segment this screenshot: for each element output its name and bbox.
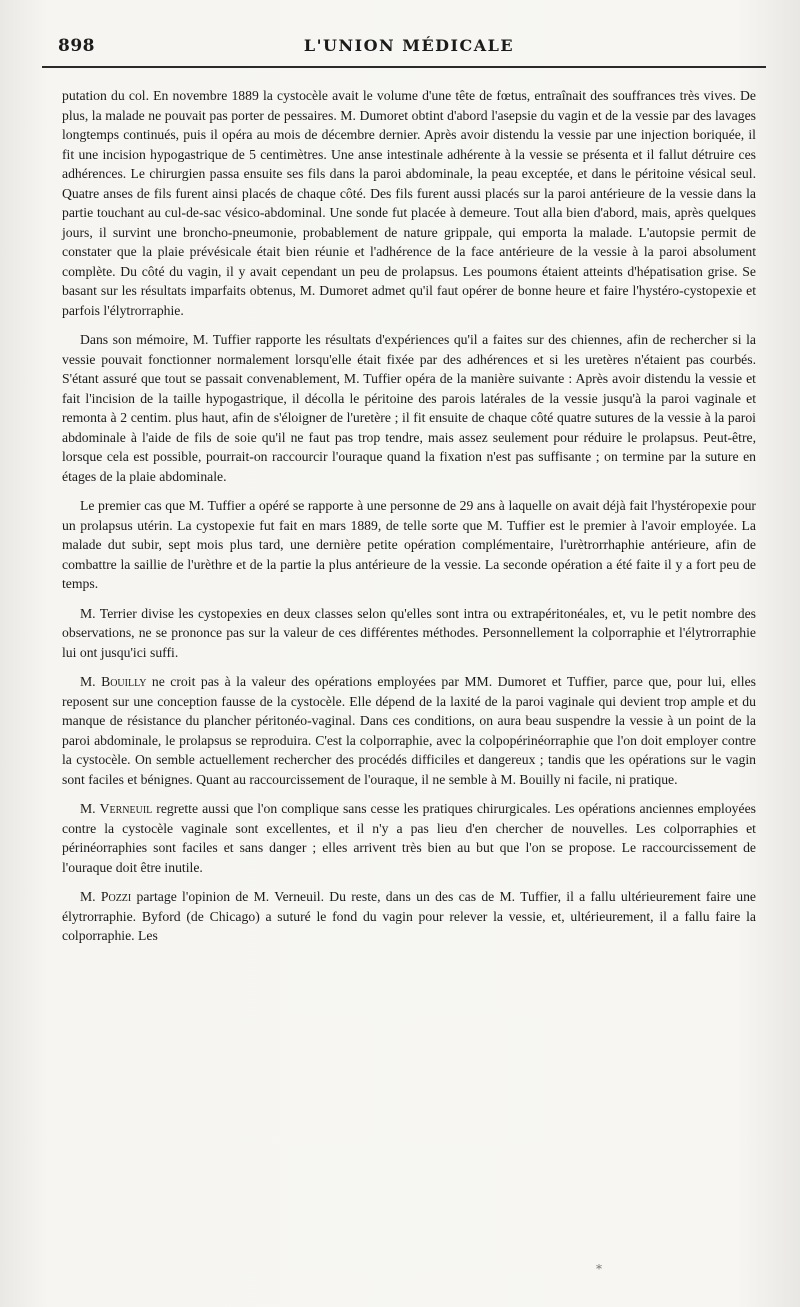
paragraph <box>62 887 756 946</box>
paragraph <box>62 604 756 663</box>
paragraph <box>62 86 756 320</box>
text-run: Le premier cas que M. Tuffier a opéré se rapporte à une personne de 29 ans à laquelle on avait déjà fait l'hystéropexie pour un prolapsus utérin. La cystopexie fut fait en mars 1889, de telle sorte que M. Tuffier est le premier à l'avoir employée. La malade dut subir, sept mois plus tard, une dernière petite opération complémentaire, l'urètrorrhaphie antérieure, afin de combattre la saillie de l'urèthre et de la partie la plus antérieure de la vessie. La seconde opération a été faite il y a fort peu de temps. <box>62 498 756 591</box>
text-run: putation du col. En novembre 1889 la cystocèle avait le volume d'une tête de fœtus, entraînait des souffrances très vives. De plus, la malade ne pouvait pas porter de pessaires. M. Dumoret obtint d'abord l'asepsie du vagin et de la vessie par des lavages longtemps continués, puis il opéra au mois de décembre dernier. Après avoir distendu la vessie par une injection boriquée, il fit une incision hypogastrique de 5 centimètres. Une anse intestinale adhérente à la vessie se présenta et il fallut détruire ces adhérences. Le chirurgien passa ensuite ses fils dans la paroi abdominale, la peau exceptée, et dans le péritoine vésical seul. Quatre anses de fils furent ainsi placés de chaque côté. Des fils furent aussi placés sur la paroi antérieure de la vessie dans la partie touchant au cul-de-sac vésico-abdominal. Une sonde fut placée à demeure. Tout alla bien d'abord, mais, après quelques jours, il survint une broncho-pneumonie, probablement de nature grippale, qui emporta la malade. L'autopsie permit de constater que la plaie prévésicale était bien réunie et l'adhérence de la face antérieure de la vessie à la paroi absolument complète. Du côté du vagin, il y avait cependant un peu de prolapsus. Les poumons étaient atteints d'hépatisation grise. Se basant sur les résultats imparfaits obtenus, M. Dumoret admet qu'il faut opérer de bonne heure et faire l'hystéro-cystopexie et parfois l'élytrorraphie. <box>62 88 756 318</box>
page-number: 898 <box>58 36 95 56</box>
text-run: partage l'opinion de M. Verneuil. Du reste, dans un des cas de M. Tuffier, il a fallu ultérieurement faire une élytrorraphie. Byford (de Chicago) a suturé le fond du vagin pour relever la vessie, et, ultérieurement, il a fallu faire la colporraphie. Les <box>62 889 756 943</box>
author-name: Pozzi <box>100 889 132 904</box>
text-run: M. <box>80 889 101 904</box>
text-run: M. <box>80 674 102 689</box>
article-body <box>62 86 756 946</box>
paragraph <box>62 672 756 789</box>
paragraph <box>62 330 756 486</box>
text-run: M. <box>80 801 100 816</box>
paragraph <box>62 799 756 877</box>
text-run: regrette aussi que l'on complique sans cesse les pratiques chirurgicales. Les opérations anciennes employées contre la cystocèle vaginale sont excellentes, et il n'y a pas lieu d'en chercher de nouvelles. Les colporraphies et périnéorraphies sont faciles et sans danger ; elles arrivent très bien au but que l'on se propose. Le raccourcissement de l'ouraque doit être inutile. <box>62 801 757 875</box>
author-name: Verneuil <box>99 801 153 816</box>
paragraph <box>62 496 756 594</box>
text-run: ne croit pas à la valeur des opérations employées par MM. Dumoret et Tuffier, parce que, pour lui, elles reposent sur une conception fausse de la cystocèle. Elle dépend de la laxité de la paroi vaginale qui devient trop ample et du manque de résistance du plancher péritonéo-vaginal. Dans ces conditions, on aura beau suspendre la vessie à un point de la paroi abdominale, le prolapsus se reproduira. C'est la colporraphie, avec la colpopérinéorraphie que l'on doit employer contre la cystocèle. On semble actuellement rechercher des procédés difficiles et dangereux ; tandis que les opérations sur le vagin sont faciles et bénignes. Quant au raccourcissement de l'ouraque, il ne semble à M. Bouilly ni facile, ni pratique. <box>62 674 756 787</box>
footer-mark: * <box>596 1262 602 1276</box>
text-run: M. Terrier divise les cystopexies en deux classes selon qu'elles sont intra ou extrapéritonéales, et, vu le petit nombre des observations, ne se prononce pas sur la valeur de ces différentes méthodes. Personnellement la colporraphie et l'élytrorraphie lui ont jusqu'ici suffi. <box>62 605 756 660</box>
running-title: L'UNION MÉDICALE <box>303 36 515 55</box>
header-rule <box>42 66 766 68</box>
text-run: Dans son mémoire, M. Tuffier rapporte les résultats d'expériences qu'il a faites sur des chiennes, afin de rechercher si la vessie pouvait fonctionner normalement lorsqu'elle était fixée par des adhérences et si les uretères n'étaient pas courbés. S'étant assuré que tout se passait convenablement, M. Tuffier opéra de la manière suivante : Après avoir distendu la vessie et fait l'incision de la taille hypogastrique, il décolla le péritoine des parois latérales de la vessie jusqu'à la paroi vaginale et remonta à 2 centim. plus haut, afin de s'éloigner de l'uretère ; il fit ensuite de chaque côté quatre sutures de la vessie à la paroi abdominale à l'aide de fils de soie qu'il ne faut pas trop tendre, mais assez seulement pour réduire le prolapsus. Peut-être, lorsque cela est possible, pourrait-on raccourcir l'ouraque quand la fixation n'est pas suffisante ; on termine par la suture en étages de la plaie abdominale. <box>62 332 756 484</box>
page-header <box>58 30 756 58</box>
author-name: Bouilly <box>101 674 147 689</box>
